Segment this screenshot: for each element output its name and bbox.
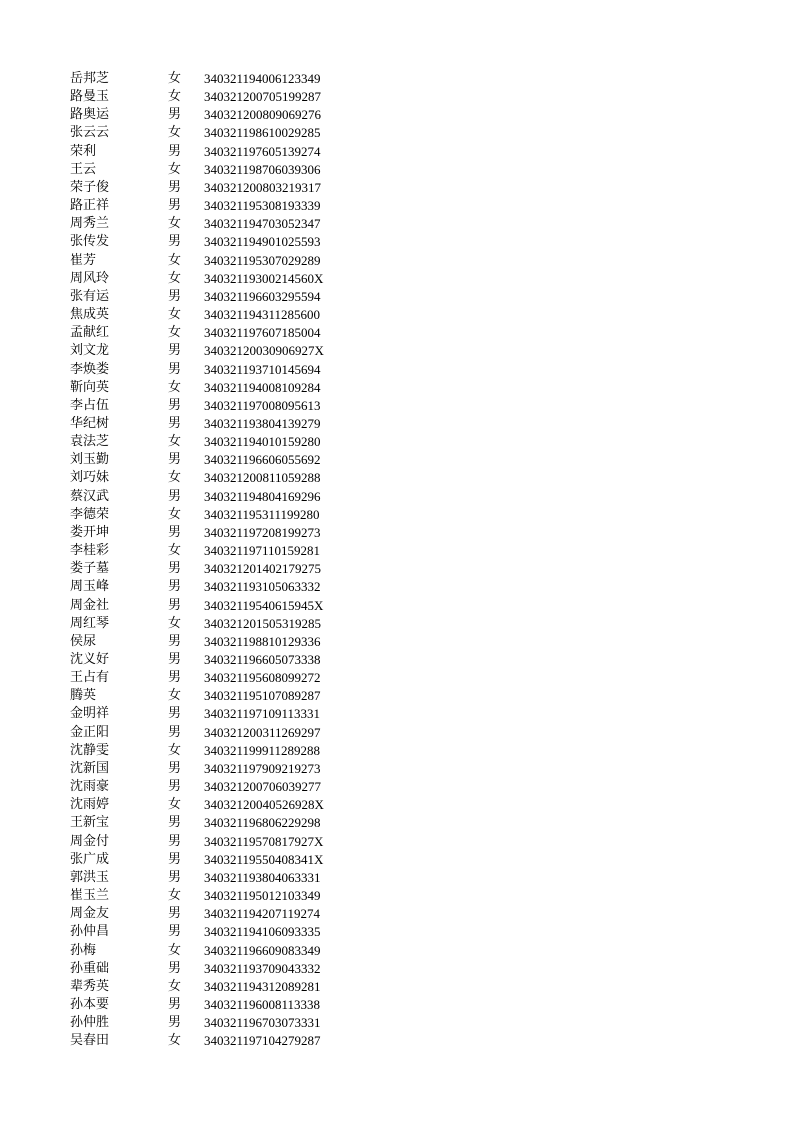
name-cell: 刘巧妹 bbox=[70, 470, 110, 486]
table-row bbox=[0, 179, 793, 197]
gender-cell: 男 bbox=[168, 633, 182, 649]
name-cell: 路曼玉 bbox=[70, 89, 110, 105]
id-number-cell: 340321197605139274 bbox=[204, 143, 321, 159]
id-number-cell: 340321194006123349 bbox=[204, 71, 321, 86]
table-row bbox=[0, 833, 793, 851]
gender-cell: 女 bbox=[168, 434, 182, 450]
name-cell: 焦成英 bbox=[70, 307, 110, 323]
gender-cell: 男 bbox=[168, 760, 182, 776]
name-cell: 华纪树 bbox=[70, 415, 110, 431]
id-number-cell: 340321197607185004 bbox=[204, 325, 321, 341]
id-number-cell: 340321200803219317 bbox=[204, 179, 321, 195]
name-cell: 崔玉兰 bbox=[70, 888, 110, 904]
id-number-cell: 340321197109113331 bbox=[204, 706, 321, 722]
id-number-cell: 34032119550408341X bbox=[204, 851, 324, 867]
name-cell: 李焕娄 bbox=[70, 361, 110, 377]
name-cell: 路正祥 bbox=[70, 198, 110, 214]
name-cell: 腾英 bbox=[70, 688, 97, 704]
gender-cell: 男 bbox=[168, 960, 182, 976]
gender-cell: 男 bbox=[168, 670, 182, 686]
name-cell: 袁法芝 bbox=[70, 434, 110, 450]
table-row bbox=[0, 197, 793, 215]
table-row bbox=[0, 524, 793, 542]
id-number-cell: 340321193804139279 bbox=[204, 415, 321, 431]
table-row bbox=[0, 342, 793, 360]
name-cell: 娄开坤 bbox=[70, 524, 110, 540]
name-cell: 张广成 bbox=[70, 851, 110, 867]
gender-cell: 女 bbox=[168, 307, 182, 323]
table-row bbox=[0, 597, 793, 615]
gender-cell: 男 bbox=[168, 652, 182, 667]
id-number-cell: 340321199911289288 bbox=[204, 742, 321, 758]
id-number-cell: 340321194106093335 bbox=[204, 924, 321, 940]
id-number-cell: 340321197208199273 bbox=[204, 524, 321, 540]
table-row bbox=[0, 578, 793, 596]
name-cell: 刘玉勤 bbox=[70, 452, 110, 468]
name-cell: 刘文龙 bbox=[70, 343, 110, 359]
table-row bbox=[0, 233, 793, 251]
gender-cell: 男 bbox=[168, 143, 182, 159]
gender-cell: 女 bbox=[168, 89, 182, 105]
gender-cell: 男 bbox=[168, 234, 182, 250]
name-cell: 周玉峰 bbox=[70, 579, 110, 595]
gender-cell: 女 bbox=[168, 270, 182, 286]
name-cell: 孙本要 bbox=[70, 996, 110, 1012]
name-cell: 王占有 bbox=[70, 670, 110, 686]
name-cell: 荣子俊 bbox=[70, 179, 110, 195]
id-number-cell: 340321194008109284 bbox=[204, 379, 321, 395]
gender-cell: 女 bbox=[168, 125, 182, 141]
id-number-cell: 340321195311199280 bbox=[204, 506, 320, 522]
table-row bbox=[0, 796, 793, 814]
gender-cell: 女 bbox=[168, 797, 182, 813]
table-row bbox=[0, 161, 793, 179]
name-cell: 沈雨豪 bbox=[70, 779, 110, 795]
table-row bbox=[0, 270, 793, 288]
id-number-cell: 340321193710145694 bbox=[204, 361, 321, 377]
id-number-cell: 340321198610029285 bbox=[204, 125, 321, 141]
id-number-cell: 34032120030906927X bbox=[204, 343, 324, 359]
table-row bbox=[0, 469, 793, 487]
table-row bbox=[0, 724, 793, 742]
name-cell: 孙仲胜 bbox=[70, 1015, 110, 1031]
table-row bbox=[0, 70, 793, 88]
gender-cell: 女 bbox=[168, 325, 182, 341]
gender-cell: 女 bbox=[168, 742, 182, 758]
name-cell: 辈秀英 bbox=[70, 978, 110, 994]
name-cell: 崔芳 bbox=[70, 252, 97, 268]
id-number-cell: 340321196603295594 bbox=[204, 288, 321, 304]
table-row bbox=[0, 506, 793, 524]
name-cell: 周秀兰 bbox=[70, 216, 110, 232]
table-row bbox=[0, 252, 793, 270]
table-row bbox=[0, 488, 793, 506]
table-row bbox=[0, 651, 793, 669]
name-cell: 娄子墓 bbox=[70, 561, 110, 577]
table-row bbox=[0, 942, 793, 960]
table-row bbox=[0, 705, 793, 723]
id-number-cell: 340321196606055692 bbox=[204, 452, 321, 468]
id-number-cell: 340321201505319285 bbox=[204, 615, 321, 631]
gender-cell: 男 bbox=[168, 343, 182, 359]
table-row bbox=[0, 760, 793, 778]
gender-cell: 男 bbox=[168, 488, 182, 504]
id-number-cell: 340321198706039306 bbox=[204, 161, 321, 177]
id-number-cell: 340321193709043332 bbox=[204, 960, 321, 976]
name-cell: 王新宝 bbox=[70, 815, 110, 831]
gender-cell: 男 bbox=[168, 706, 182, 722]
name-cell: 荣利 bbox=[70, 143, 97, 159]
table-row bbox=[0, 379, 793, 397]
table-row bbox=[0, 633, 793, 651]
name-cell: 周红琴 bbox=[70, 615, 110, 631]
name-cell: 沈雨婷 bbox=[70, 797, 110, 813]
table-row bbox=[0, 1014, 793, 1032]
id-number-cell: 340321198810129336 bbox=[204, 633, 321, 649]
id-number-cell: 340321194312089281 bbox=[204, 978, 321, 994]
gender-cell: 男 bbox=[168, 107, 182, 123]
name-cell: 沈义好 bbox=[70, 652, 110, 667]
gender-cell: 女 bbox=[168, 942, 182, 958]
table-row bbox=[0, 215, 793, 233]
gender-cell: 女 bbox=[168, 252, 182, 268]
gender-cell: 女 bbox=[168, 470, 182, 486]
table-row bbox=[0, 397, 793, 415]
gender-cell: 女 bbox=[168, 615, 182, 631]
name-cell: 周金友 bbox=[70, 906, 110, 922]
name-cell: 沈新国 bbox=[70, 760, 110, 776]
gender-cell: 男 bbox=[168, 869, 182, 885]
id-number-cell: 340321195308193339 bbox=[204, 198, 321, 214]
gender-cell: 男 bbox=[168, 561, 182, 577]
name-cell: 郭洪玉 bbox=[70, 869, 110, 885]
id-number-cell: 340321197909219273 bbox=[204, 760, 321, 776]
gender-cell: 女 bbox=[168, 978, 182, 994]
id-number-cell: 340321197110159281 bbox=[204, 543, 321, 559]
roster-table bbox=[0, 70, 793, 1050]
id-number-cell: 34032119540615945X bbox=[204, 597, 324, 613]
table-row bbox=[0, 542, 793, 560]
gender-cell: 女 bbox=[168, 888, 182, 904]
gender-cell: 女 bbox=[168, 506, 182, 522]
name-cell: 路奥运 bbox=[70, 107, 110, 123]
gender-cell: 男 bbox=[168, 198, 182, 214]
id-number-cell: 340321194901025593 bbox=[204, 234, 321, 250]
id-number-cell: 340321196605073338 bbox=[204, 652, 321, 667]
table-row bbox=[0, 778, 793, 796]
gender-cell: 男 bbox=[168, 924, 182, 940]
name-cell: 李占伍 bbox=[70, 397, 110, 413]
gender-cell: 男 bbox=[168, 815, 182, 831]
table-row bbox=[0, 687, 793, 705]
table-row bbox=[0, 851, 793, 869]
gender-cell: 男 bbox=[168, 361, 182, 377]
id-number-cell: 340321193105063332 bbox=[204, 579, 321, 595]
table-row bbox=[0, 143, 793, 161]
gender-cell: 男 bbox=[168, 597, 182, 613]
id-number-cell: 340321196609083349 bbox=[204, 942, 321, 958]
name-cell: 周风玲 bbox=[70, 270, 110, 286]
gender-cell: 男 bbox=[168, 397, 182, 413]
table-row bbox=[0, 996, 793, 1014]
table-row bbox=[0, 869, 793, 887]
name-cell: 吴春田 bbox=[70, 1033, 110, 1049]
id-number-cell: 340321196703073331 bbox=[204, 1015, 321, 1031]
gender-cell: 男 bbox=[168, 288, 182, 304]
name-cell: 李德荣 bbox=[70, 506, 110, 522]
table-row bbox=[0, 306, 793, 324]
table-row bbox=[0, 814, 793, 832]
gender-cell: 男 bbox=[168, 452, 182, 468]
name-cell: 周金社 bbox=[70, 597, 110, 613]
name-cell: 金正阳 bbox=[70, 724, 110, 740]
table-row bbox=[0, 669, 793, 687]
name-cell: 张云云 bbox=[70, 125, 110, 141]
id-number-cell: 34032120040526928X bbox=[204, 797, 324, 813]
id-number-cell: 340321194311285600 bbox=[204, 307, 321, 323]
id-number-cell: 340321196806229298 bbox=[204, 815, 321, 831]
id-number-cell: 340321195107089287 bbox=[204, 688, 321, 704]
gender-cell: 女 bbox=[168, 161, 182, 177]
gender-cell: 男 bbox=[168, 579, 182, 595]
id-number-cell: 340321200705199287 bbox=[204, 89, 321, 105]
table-row bbox=[0, 905, 793, 923]
gender-cell: 女 bbox=[168, 379, 182, 395]
id-number-cell: 340321200809069276 bbox=[204, 107, 321, 123]
table-row bbox=[0, 288, 793, 306]
table-row bbox=[0, 923, 793, 941]
name-cell: 靳向英 bbox=[70, 379, 110, 395]
table-row bbox=[0, 960, 793, 978]
name-cell: 孙重础 bbox=[70, 960, 110, 976]
gender-cell: 男 bbox=[168, 833, 182, 849]
gender-cell: 男 bbox=[168, 179, 182, 195]
table-row bbox=[0, 361, 793, 379]
table-row bbox=[0, 887, 793, 905]
table-row bbox=[0, 106, 793, 124]
name-cell: 张传发 bbox=[70, 234, 110, 250]
name-cell: 孙仲昌 bbox=[70, 924, 110, 940]
id-number-cell: 340321197104279287 bbox=[204, 1033, 321, 1049]
name-cell: 蔡汉武 bbox=[70, 488, 110, 504]
table-row bbox=[0, 560, 793, 578]
id-number-cell: 340321195012103349 bbox=[204, 888, 321, 904]
id-number-cell: 340321194703052347 bbox=[204, 216, 321, 232]
id-number-cell: 34032119570817927X bbox=[204, 833, 324, 849]
table-row bbox=[0, 615, 793, 633]
name-cell: 王云 bbox=[70, 161, 97, 177]
table-row bbox=[0, 433, 793, 451]
table-row bbox=[0, 978, 793, 996]
gender-cell: 男 bbox=[168, 779, 182, 795]
name-cell: 张有运 bbox=[70, 288, 110, 304]
id-number-cell: 340321196008113338 bbox=[204, 996, 321, 1012]
id-number-cell: 340321194804169296 bbox=[204, 488, 321, 504]
name-cell: 孙梅 bbox=[70, 942, 97, 958]
id-number-cell: 340321200706039277 bbox=[204, 779, 321, 795]
table-row bbox=[0, 88, 793, 106]
table-row bbox=[0, 1032, 793, 1050]
id-number-cell: 340321195307029289 bbox=[204, 252, 321, 268]
gender-cell: 女 bbox=[168, 543, 182, 559]
gender-cell: 男 bbox=[168, 996, 182, 1012]
name-cell: 沈静雯 bbox=[70, 742, 110, 758]
id-number-cell: 340321193804063331 bbox=[204, 869, 321, 885]
id-number-cell: 340321195608099272 bbox=[204, 670, 321, 686]
id-number-cell: 340321194010159280 bbox=[204, 434, 321, 450]
id-number-cell: 340321200811059288 bbox=[204, 470, 321, 486]
gender-cell: 女 bbox=[168, 688, 182, 704]
name-cell: 金明祥 bbox=[70, 706, 110, 722]
table-row bbox=[0, 742, 793, 760]
name-cell: 孟献红 bbox=[70, 325, 110, 341]
gender-cell: 男 bbox=[168, 851, 182, 867]
gender-cell: 女 bbox=[168, 1033, 182, 1049]
gender-cell: 男 bbox=[168, 906, 182, 922]
name-cell: 侯尿 bbox=[70, 633, 97, 649]
name-cell: 周金付 bbox=[70, 833, 110, 849]
gender-cell: 男 bbox=[168, 524, 182, 540]
id-number-cell: 34032119300214560X bbox=[204, 270, 324, 286]
id-number-cell: 340321201402179275 bbox=[204, 561, 321, 577]
gender-cell: 男 bbox=[168, 1015, 182, 1031]
gender-cell: 男 bbox=[168, 415, 182, 431]
name-cell: 李桂彩 bbox=[70, 543, 110, 559]
id-number-cell: 340321197008095613 bbox=[204, 397, 321, 413]
gender-cell: 女 bbox=[168, 71, 182, 86]
table-row bbox=[0, 451, 793, 469]
table-row bbox=[0, 324, 793, 342]
gender-cell: 男 bbox=[168, 724, 182, 740]
gender-cell: 女 bbox=[168, 216, 182, 232]
name-cell: 岳邦芝 bbox=[70, 71, 110, 86]
id-number-cell: 340321200311269297 bbox=[204, 724, 321, 740]
table-row bbox=[0, 415, 793, 433]
table-row bbox=[0, 124, 793, 142]
id-number-cell: 340321194207119274 bbox=[204, 906, 321, 922]
